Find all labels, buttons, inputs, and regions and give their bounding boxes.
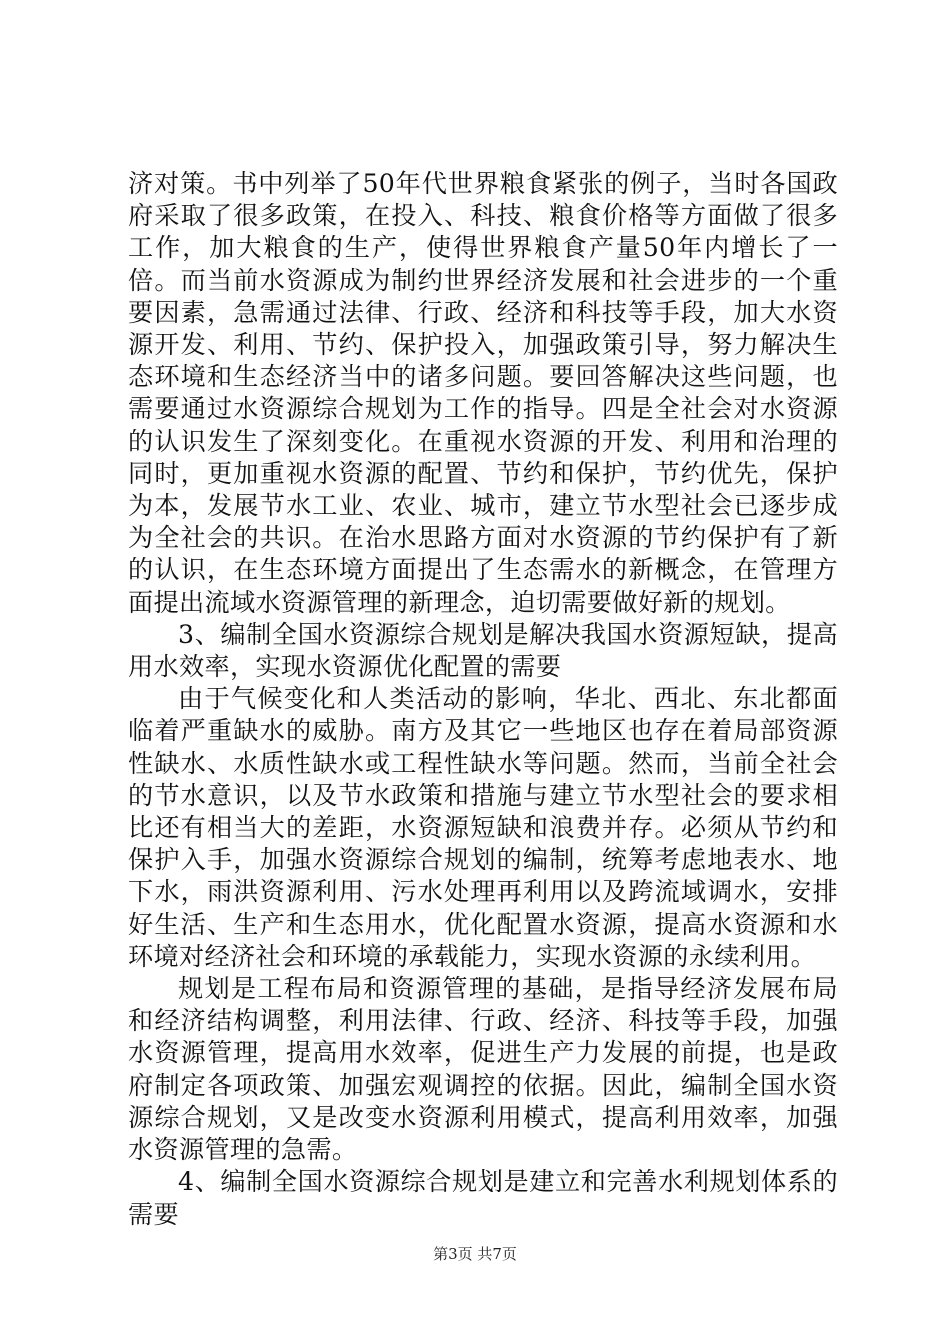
section-heading-4: 4、编制全国水资源综合规划是建立和完善水利规划体系的需要 xyxy=(128,1167,838,1229)
page-number-footer: 第3页 共7页 xyxy=(433,1245,517,1263)
paragraph-water-shortage: 由于气候变化和人类活动的影响，华北、西北、东北都面临着严重缺水的威胁。南方及其它一些地区也存在着局部资源性缺水、水质性缺水或工程性缺水等问题。然而，当前全社会的节水意识，以及节水政策和措施与建立节水型社会的要求相比还有相当大的差距，水资源短缺和浪费并存。必须从节约和保护入手，加强水资源综合规划的编制，统筹考虑地表水、地下水，雨洪资源利用、污水处理再利用以及跨流域调水，安排好生活、生产和生态用水，优化配置水资源，提高水资源和水环境对经济社会和环境的承载能力，实现水资源的永续利用。 xyxy=(128,684,838,971)
paragraph-planning-basis: 规划是工程布局和资源管理的基础，是指导经济发展布局和经济结构调整，利用法律、行政、经济、科技等手段，加强水资源管理，提高用水效率，促进生产力发展的前提，也是政府制定各项政策、加强宏观调控的依据。因此，编制全国水资源综合规划，又是改变水资源利用模式，提高利用效率，加强水资源管理的急需。 xyxy=(128,974,838,1165)
section-heading-3: 3、编制全国水资源综合规划是解决我国水资源短缺，提高用水效率，实现水资源优化配置的需要 xyxy=(128,619,838,682)
paragraph-continuation: 济对策。书中列举了50年代世界粮食紧张的例子，当时各国政府采取了很多政策，在投入、科技、粮食价格等方面做了很多工作，加大粮食的生产，使得世界粮食产量50年内增长了一倍。而当前水资源成为制约世界经济发展和社会进步的一个重要因素，急需通过法律、行政、经济和科技等手段，加大水资源开发、利用、节约、保护投入，加强政策引导，努力解决生态环境和生态经济当中的诸多问题。要回答解决这些问题，也需要通过水资源综合规划为工作的指导。四是全社会对水资源的认识发生了深刻变化。在重视水资源的开发、利用和治理的同时，更加重视水资源的配置、节约和保护，节约优先，保护为本，发展节水工业、农业、城市，建立节水型社会已逐步成为全社会的共识。在治水思路方面对水资源的节约保护有了新的认识，在生态环境方面提出了生态需水的新概念，在管理方面提出流域水资源管理的新理念，迫切需要做好新的规划。 xyxy=(128,169,838,617)
document-body xyxy=(128,168,838,1231)
